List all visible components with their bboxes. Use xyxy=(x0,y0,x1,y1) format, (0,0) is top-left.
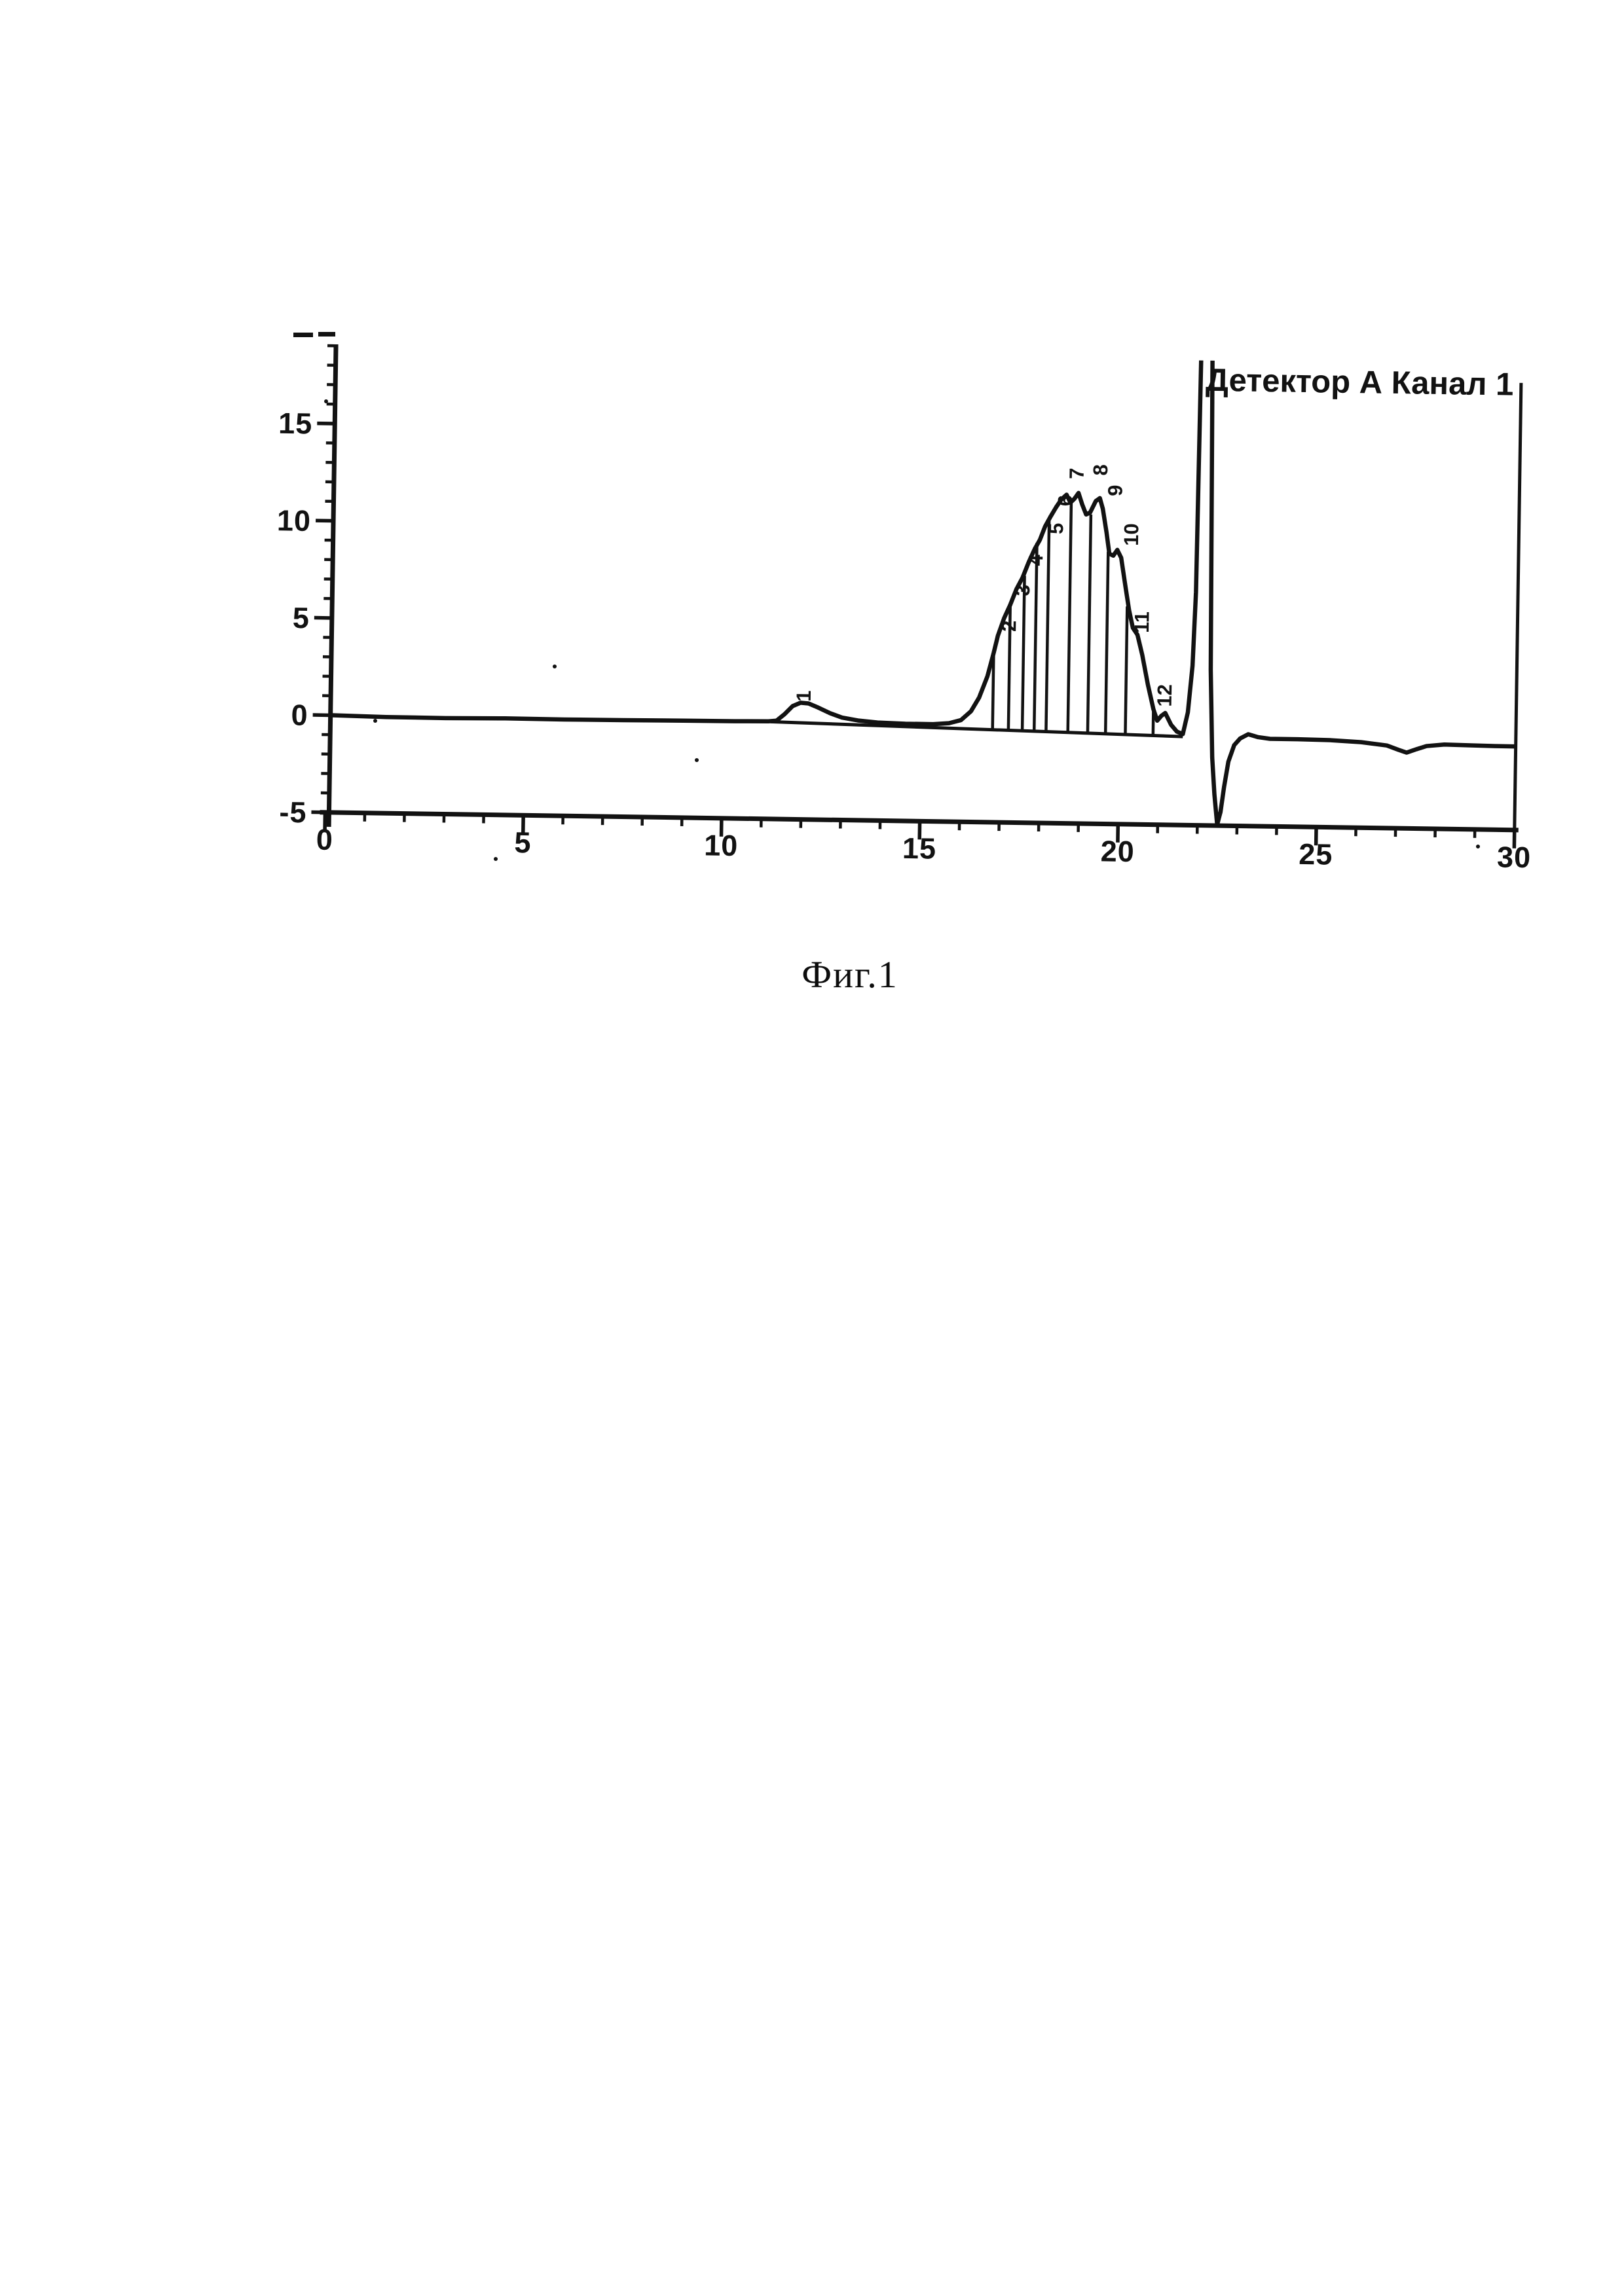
scan-speck xyxy=(373,719,377,723)
peak-label-1: 1 xyxy=(792,690,815,702)
y-tick-label: -5 xyxy=(279,795,307,829)
y-tick-label: 15 xyxy=(278,406,313,441)
fraction-divider xyxy=(1022,575,1025,731)
peak-label-10: 10 xyxy=(1119,523,1143,547)
peak-label-2: 2 xyxy=(997,620,1021,632)
peak-label-4: 4 xyxy=(1024,555,1048,566)
fraction-divider xyxy=(1125,606,1127,735)
plot-right-border xyxy=(1515,383,1521,830)
scan-dash xyxy=(318,332,335,337)
x-tick-label: 10 xyxy=(703,828,739,863)
detector-channel-label: Детектор А Канал 1 xyxy=(1205,362,1514,403)
peak-label-5: 5 xyxy=(1044,522,1068,535)
peak-label-12: 12 xyxy=(1153,683,1177,707)
peak-label-6: 6 xyxy=(1054,494,1077,507)
y-tick-label: 0 xyxy=(291,698,309,732)
peak-label-8: 8 xyxy=(1089,464,1113,476)
scan-dash xyxy=(293,333,313,337)
x-tick-label: 30 xyxy=(1496,840,1532,875)
scan-speck xyxy=(494,857,498,861)
x-tick-label: 20 xyxy=(1100,834,1135,869)
chromatogram-chart xyxy=(249,262,1598,923)
scan-speck xyxy=(1476,845,1480,848)
y-tick-label: 5 xyxy=(292,601,310,635)
x-tick-label: 25 xyxy=(1299,837,1333,871)
x-tick-label: 0 xyxy=(316,822,334,857)
fraction-divider xyxy=(1068,503,1071,733)
fraction-divider xyxy=(1046,518,1049,732)
fraction-divider xyxy=(1034,543,1037,731)
peak-label-9: 9 xyxy=(1103,484,1127,497)
y-tick-label: 10 xyxy=(276,503,312,538)
x-tick-label: 5 xyxy=(514,826,532,860)
scan-noise-layer xyxy=(293,332,1480,861)
scan-speck xyxy=(695,758,699,762)
figure-caption: Фиг.1 xyxy=(802,953,898,996)
peak-label-7: 7 xyxy=(1065,467,1088,480)
integration-baseline xyxy=(771,721,1183,737)
fraction-divider xyxy=(1088,515,1091,733)
fraction-divider xyxy=(1105,552,1108,734)
peak-label-11: 11 xyxy=(1130,611,1154,634)
chromatogram-figure xyxy=(0,0,1624,1113)
x-tick-label: 15 xyxy=(902,831,937,866)
scan-speck xyxy=(324,399,328,403)
scan-speck xyxy=(553,665,557,668)
peak-label-3: 3 xyxy=(1010,584,1035,596)
